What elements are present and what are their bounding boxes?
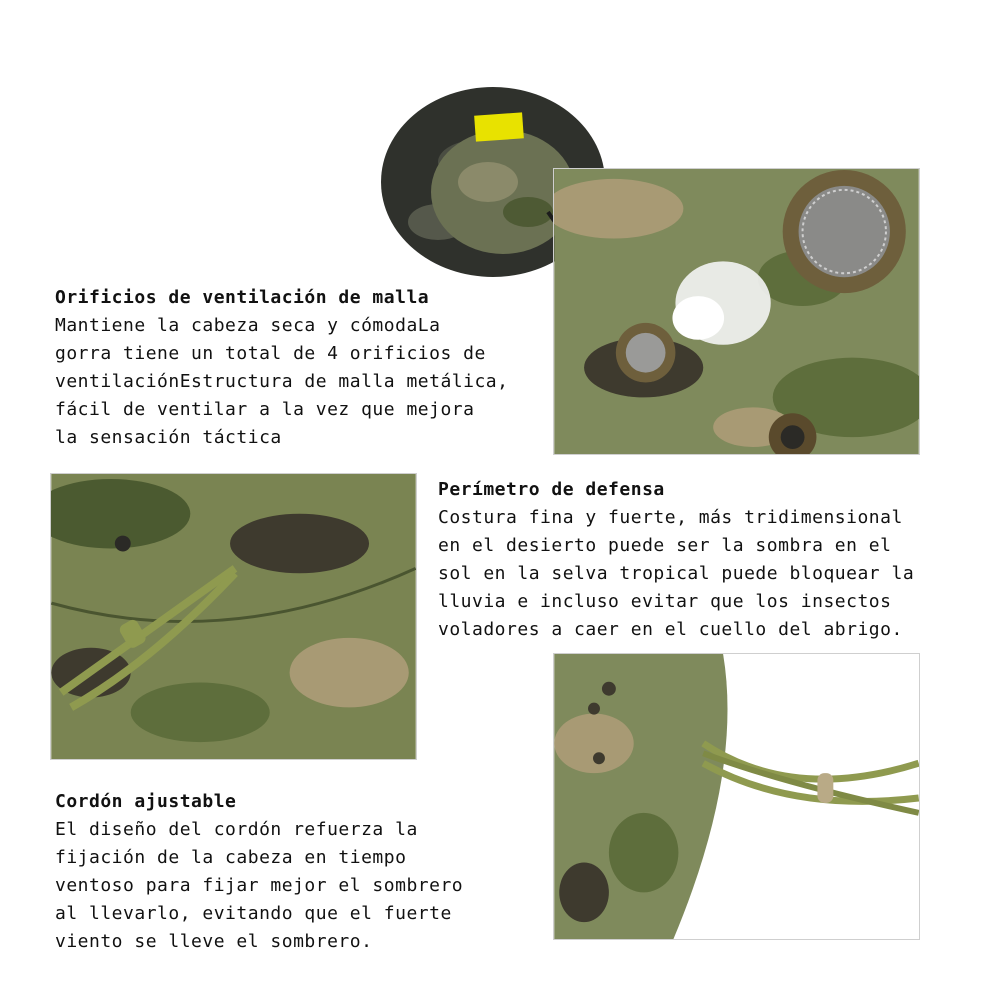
brim-seam-photo [50,473,417,760]
perimeter-section [438,478,978,644]
ventilation-body: Mantiene la cabeza seca y cómodaLa gorra tiene un total de 4 orificios de ventilaciónEstructura de malla metálica, fácil de ventilar a la vez que mejora la sensación táctica [55,315,509,448]
ventilation-section [55,286,550,452]
cord-body: El diseño del cordón refuerza la fijación de la cabeza en tiempo ventoso para fijar mejor el sombrero al llevarlo, evitando que el fuerte viento se lleve el sombrero. [55,819,464,952]
ventilation-heading: Orificios de ventilación de malla [55,287,430,308]
adjustable-cord-photo [553,653,920,940]
mesh-vent-photo [553,168,920,455]
perimeter-body: Costura fina y fuerte, más tridimensional en el desierto puede ser la sombra en el sol en la selva tropical puede bloquear la lluvia e incluso evitar que los insectos voladores a caer en el cuello del abrigo. [438,507,915,640]
perimeter-heading: Perímetro de defensa [438,479,665,500]
cord-section [55,790,525,956]
cord-heading: Cordón ajustable [55,791,237,812]
